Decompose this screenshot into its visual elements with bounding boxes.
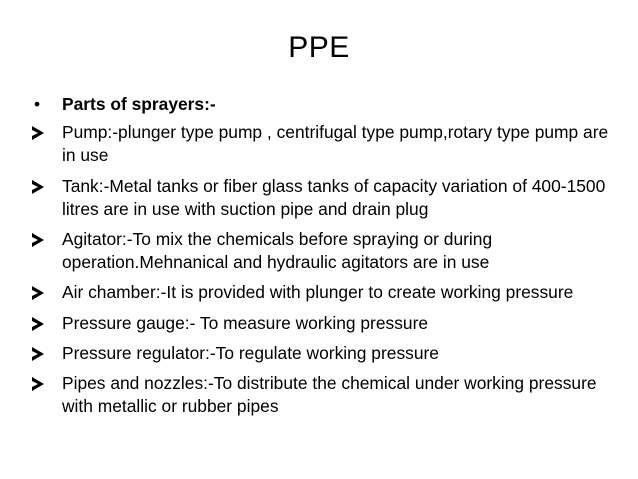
list-item-text: Tank:-Metal tanks or fiber glass tanks of capacity variation of 400-1500 litres are in use with suction pipe and drain plug — [62, 175, 606, 219]
list-item-text: Pipes and nozzles:-To distribute the chemical under working pressure with metallic or rubber pipes — [62, 373, 597, 417]
arrow-bullet-icon — [32, 317, 44, 331]
list-item-text: Pump:-plunger type pump , centrifugal type pump,rotary type pump are in use — [62, 122, 609, 166]
arrow-bullet-icon — [32, 233, 44, 247]
list-item-pressure-gauge — [32, 312, 612, 335]
bullet-dot-icon: • — [34, 94, 41, 114]
arrow-bullet-icon — [32, 286, 44, 300]
slide-title: PPE — [288, 31, 350, 64]
list-item-pressure-regulator — [32, 342, 612, 365]
list-item-text: Pressure gauge:- To measure working pressure — [62, 312, 429, 333]
list-item-air-chamber — [32, 281, 612, 304]
list-item-pipes-nozzles — [32, 372, 612, 418]
arrow-bullet-icon — [32, 377, 44, 391]
list-item-text: Agitator:-To mix the chemicals before spraying or during operation.Mehnanical and hydraulic agitators are in use — [62, 229, 493, 273]
list-item-text: Pressure regulator:-To regulate working pressure — [62, 342, 439, 363]
list-item-tank — [32, 175, 612, 221]
arrow-bullet-icon — [32, 126, 44, 140]
section-heading — [32, 93, 612, 116]
section-heading-text: Parts of sprayers:- — [62, 94, 216, 114]
slide-content — [32, 93, 612, 425]
arrow-bullet-icon — [32, 347, 44, 361]
list-item-pump — [32, 121, 612, 167]
list-item-text: Air chamber:-It is provided with plunger to create working pressure — [62, 282, 574, 303]
list-item-agitator — [32, 228, 612, 274]
arrow-bullet-icon — [32, 180, 44, 194]
